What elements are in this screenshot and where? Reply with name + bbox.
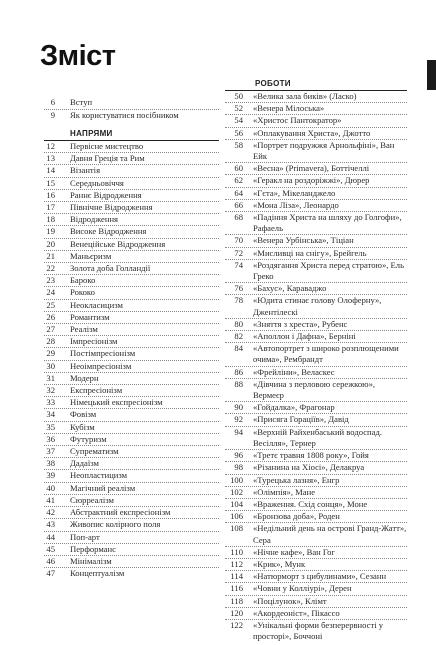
toc-entry[interactable]: [225, 330, 407, 342]
page-number: 33: [46, 397, 55, 408]
page-number: 86: [234, 366, 243, 377]
page-number: 116: [230, 583, 243, 594]
entry-label: «Бронзова доба», Роден: [253, 511, 340, 522]
toc-entry[interactable]: [225, 127, 407, 139]
page-number: 80: [234, 318, 243, 329]
toc-entry[interactable]: [225, 294, 407, 317]
toc-entry[interactable]: [225, 595, 407, 607]
entry-label: «Гойдалка», Фрагонар: [253, 402, 335, 413]
entry-label: «Верхній Райхенбаський водоспад. Весілля», Тернер: [253, 426, 382, 448]
page-number: 41: [46, 494, 55, 505]
page-number: 42: [46, 507, 55, 518]
page-number: 46: [46, 555, 55, 566]
toc-entry[interactable]: [44, 189, 219, 201]
page-number: 68: [234, 212, 243, 223]
entry-label: Постімпресіонізм: [70, 348, 136, 359]
toc-entry[interactable]: [44, 518, 219, 530]
page-number: 39: [46, 470, 55, 481]
toc-entry[interactable]: [225, 498, 407, 510]
movements-list: [44, 141, 219, 579]
page-number: 56: [234, 127, 243, 138]
page-title: Зміст: [40, 40, 116, 72]
entry-label: «Акордеоніст», Пікассо: [253, 607, 340, 618]
toc-entry[interactable]: [44, 372, 219, 384]
entry-label: «Унікальні форми безперервності у просторі», Боччоні: [253, 619, 384, 642]
page-number: 44: [46, 531, 55, 542]
toc-entry[interactable]: [225, 461, 407, 473]
page-number: 40: [46, 482, 55, 493]
entry-label: Північне Відродження: [70, 202, 153, 213]
entry-label: «Третє травня 1808 року», Гойя: [253, 450, 369, 461]
entry-label: «Поцілунок», Клімт: [253, 595, 327, 606]
entry-label: Абстрактний експресіонізм: [70, 507, 171, 518]
toc-entry[interactable]: [44, 299, 219, 311]
entry-label: «Присяга Гораціїв», Давід: [253, 414, 349, 425]
entry-label: «Нічне кафе», Ван Гог: [253, 546, 335, 557]
toc-entry[interactable]: [44, 421, 219, 433]
page-number: 72: [234, 247, 243, 258]
toc-entry[interactable]: [44, 396, 219, 408]
toc-entry[interactable]: [44, 164, 219, 176]
toc-entry[interactable]: [44, 494, 219, 506]
page-number: 62: [234, 175, 243, 186]
entry-label: Мінімалізм: [70, 555, 112, 566]
works-heading: РОБОТИ: [255, 79, 291, 88]
page-number: 74: [234, 259, 243, 270]
toc-entry[interactable]: [44, 225, 219, 237]
page-number: 92: [234, 414, 243, 425]
page-number: 82: [234, 331, 243, 342]
entry-label: Реалізм: [70, 324, 98, 335]
toc-entry[interactable]: [225, 247, 407, 259]
entry-label: «Крик», Мунк: [253, 558, 306, 569]
entry-label: Імпресіонізм: [70, 336, 118, 347]
entry-label: Неопластицизм: [70, 470, 128, 481]
entry-label: Фовізм: [70, 409, 97, 420]
page-number: 35: [46, 421, 55, 432]
page-number: 19: [46, 226, 55, 237]
entry-label: «Роздягання Христа перед стратою», Ель Греко: [253, 259, 405, 282]
toc-entry[interactable]: [44, 457, 219, 469]
toc-entry[interactable]: [225, 558, 407, 570]
toc-entry[interactable]: [44, 323, 219, 335]
entry-label: Магічний реалізм: [70, 482, 136, 493]
page-number: 22: [46, 263, 55, 274]
left-column: [44, 97, 219, 579]
toc-entry[interactable]: [44, 286, 219, 298]
entry-label: Перформанс: [70, 543, 116, 554]
toc-entry[interactable]: [225, 582, 407, 594]
side-bar-marker: [427, 60, 436, 90]
page-number: 60: [234, 163, 243, 174]
page-number: 118: [230, 595, 243, 606]
page-number: 37: [46, 446, 55, 457]
toc-entry[interactable]: [225, 570, 407, 582]
toc-entry[interactable]: [225, 174, 407, 186]
page-number: 54: [234, 115, 243, 126]
entry-label: Супрематизм: [70, 446, 119, 457]
toc-entry[interactable]: [225, 282, 407, 294]
entry-label: Поп-арт: [70, 531, 100, 542]
toc-entry[interactable]: [225, 366, 407, 378]
entry-label: Давня Греція та Рим: [70, 153, 145, 164]
toc-entry[interactable]: [225, 607, 407, 619]
entry-label: «Портрет подружжя Арнольфіні», Ван Ейк: [253, 139, 395, 162]
entry-label: Сюрреалізм: [70, 494, 114, 505]
toc-entry[interactable]: [225, 234, 407, 246]
entry-label: Німецький експресіонізм: [70, 397, 163, 408]
entry-label: «Враження. Схід сонця», Моне: [253, 498, 368, 509]
entry-label: Маньєризм: [70, 250, 112, 261]
entry-label: Дадаїзм: [70, 458, 99, 469]
page-number: 34: [46, 409, 55, 420]
toc-entry[interactable]: [44, 109, 219, 122]
entry-label: «Турецька лазня», Енгр: [253, 474, 340, 485]
entry-label: Неокласицизм: [70, 299, 123, 310]
page-number: 47: [46, 568, 55, 579]
toc-entry[interactable]: [44, 274, 219, 286]
entry-label: Романтизм: [70, 311, 110, 322]
page-number: 26: [46, 311, 55, 322]
entry-label: Середньовіччя: [70, 177, 124, 188]
entry-label: «Геракл на роздоріжжі», Дюрер: [253, 175, 370, 186]
page-number: 112: [230, 558, 243, 569]
page-number: 29: [46, 348, 55, 359]
page-number: 36: [46, 433, 55, 444]
page-number: 98: [234, 462, 243, 473]
entry-label: «Мона Ліза», Леонардо: [253, 199, 339, 210]
page-number: 21: [46, 250, 55, 261]
page-number: 9: [50, 109, 55, 120]
toc-entry[interactable]: [225, 102, 407, 114]
entry-label: Бароко: [70, 275, 96, 286]
page-number: 31: [46, 372, 55, 383]
entry-label: Венеційське Відродження: [70, 238, 166, 249]
page-number: 122: [230, 619, 243, 630]
page-number: 17: [46, 202, 55, 213]
entry-label: Раннє Відродження: [70, 189, 142, 200]
entry-label: «Гєта», Мікеланджело: [253, 187, 336, 198]
entry-label: Візантія: [70, 165, 101, 176]
entry-label: «Фрейліни», Веласкес: [253, 366, 335, 377]
entry-label: «Венера Урбінська», Тіціан: [253, 235, 354, 246]
page-number: 106: [230, 511, 243, 522]
entry-label: «Олімпія», Мане: [253, 486, 316, 497]
entry-label: Живопис колірного поля: [70, 519, 161, 530]
intro-list: [44, 97, 219, 121]
page-number: 94: [234, 426, 243, 437]
toc-entry[interactable]: [225, 546, 407, 558]
page-number: 88: [234, 378, 243, 389]
entry-label: «Недільний день на острові Гранд-Жатт», Сера: [253, 523, 407, 545]
entry-label: «Велика зала биків» (Ласко): [253, 91, 357, 101]
page-number: 6: [50, 97, 55, 107]
entry-label: Як користуватися посібником: [70, 109, 179, 120]
toc-entry[interactable]: [225, 401, 407, 413]
toc-entry[interactable]: [225, 413, 407, 425]
page-number: 16: [46, 189, 55, 200]
toc-entry[interactable]: [225, 378, 407, 401]
page-number: 28: [46, 336, 55, 347]
page-number: 25: [46, 299, 55, 310]
page-number: 70: [234, 235, 243, 246]
toc-entry[interactable]: [44, 177, 219, 189]
page-number: 78: [234, 295, 243, 306]
entry-label: Рококо: [70, 287, 95, 298]
right-column: [225, 79, 407, 642]
toc-entry[interactable]: [44, 555, 219, 567]
movements-heading: НАПРЯМИ: [70, 129, 113, 138]
page-number: 84: [234, 343, 243, 354]
toc-entry[interactable]: [225, 510, 407, 522]
toc-entry[interactable]: [225, 486, 407, 498]
toc-entry[interactable]: [44, 152, 219, 164]
page-number: 20: [46, 238, 55, 249]
toc-entry[interactable]: [225, 211, 407, 234]
toc-entry[interactable]: [44, 408, 219, 420]
works-list: [225, 91, 407, 642]
page-number: 12: [46, 141, 55, 151]
toc-entry[interactable]: [225, 162, 407, 174]
toc-entry[interactable]: [225, 139, 407, 162]
page-number: 30: [46, 360, 55, 371]
page-number: 45: [46, 543, 55, 554]
page-number: 18: [46, 214, 55, 225]
toc-entry[interactable]: [44, 531, 219, 543]
toc-entry[interactable]: [44, 347, 219, 359]
toc-entry[interactable]: [225, 522, 407, 545]
toc-entry[interactable]: [44, 335, 219, 347]
toc-entry[interactable]: [225, 619, 407, 642]
page-number: 58: [234, 139, 243, 150]
entry-label: «Юдита стинає голову Олоферну», Джентілескі: [253, 295, 382, 317]
page-number: 108: [230, 523, 243, 534]
toc-entry[interactable]: [44, 238, 219, 250]
entry-label: Кубізм: [70, 421, 95, 432]
page-number: 14: [46, 165, 55, 176]
toc-entry[interactable]: [225, 114, 407, 126]
entry-label: Концептуалізм: [70, 568, 125, 579]
page-number: 43: [46, 519, 55, 530]
entry-label: «Автопортрет з широко розплющеними очима», Рембрандт: [253, 343, 399, 365]
entry-label: «Різанина на Хіосі», Делакруа: [253, 462, 365, 473]
toc-entry[interactable]: [44, 469, 219, 481]
page-number: 96: [234, 450, 243, 461]
entry-label: «Зняття з хреста», Рубенс: [253, 318, 348, 329]
toc-entry[interactable]: [44, 445, 219, 457]
toc-entry[interactable]: [225, 426, 407, 449]
entry-label: «Венера Мілоська»: [253, 103, 325, 114]
toc-entry[interactable]: [225, 474, 407, 486]
entry-label: Вступ: [70, 97, 93, 107]
entry-label: Золота доба Голландії: [70, 263, 151, 274]
page-number: 27: [46, 324, 55, 335]
toc-entry[interactable]: [225, 259, 407, 282]
entry-label: «Дівчина з перловою сережкою», Вермеєр: [253, 378, 376, 401]
page-number: 24: [46, 287, 55, 298]
toc-entry[interactable]: [44, 433, 219, 445]
toc-entry[interactable]: [44, 360, 219, 372]
toc-entry[interactable]: [44, 482, 219, 494]
page-number: 120: [230, 607, 243, 618]
page-number: 52: [234, 103, 243, 114]
page-number: 15: [46, 177, 55, 188]
entry-label: Футуризм: [70, 433, 107, 444]
page-number: 114: [230, 571, 243, 582]
toc-entry[interactable]: [44, 213, 219, 225]
entry-label: «Бахус», Караваджо: [253, 283, 327, 294]
page-number: 38: [46, 458, 55, 469]
toc-entry[interactable]: [225, 187, 407, 199]
toc-entry[interactable]: [225, 318, 407, 330]
entry-label: «Падіння Христа на шляху до Голгофи», Рафаель: [253, 212, 402, 234]
toc-entry[interactable]: [225, 449, 407, 461]
page-number: 66: [234, 199, 243, 210]
entry-label: «Мисливці на снігу», Брейгель: [253, 247, 367, 258]
entry-label: «Христос Пантократор»: [253, 115, 342, 126]
toc-entry[interactable]: [44, 384, 219, 396]
page-number: 50: [234, 91, 243, 101]
page-number: 13: [46, 153, 55, 164]
toc-entry[interactable]: [225, 342, 407, 365]
entry-label: Первісне мистецтво: [70, 141, 144, 151]
entry-label: Високе Відродження: [70, 226, 147, 237]
page-number: 104: [230, 498, 243, 509]
page-number: 102: [230, 486, 243, 497]
toc-entry[interactable]: [44, 543, 219, 555]
page-number: 23: [46, 275, 55, 286]
page-number: 64: [234, 187, 243, 198]
toc-entry[interactable]: [225, 91, 407, 102]
toc-entry[interactable]: [225, 199, 407, 211]
entry-label: Відродження: [70, 214, 118, 225]
entry-label: «Натюрморт з цибулинами», Сезанн: [253, 571, 387, 582]
toc-entry[interactable]: [44, 97, 219, 109]
entry-label: «Весна» (Primavera), Боттічеллі: [253, 163, 370, 174]
page-number: 32: [46, 385, 55, 396]
page-number: 100: [230, 474, 243, 485]
toc-entry[interactable]: [44, 250, 219, 262]
entry-label: «Аполлон і Дафна», Берніні: [253, 331, 356, 342]
toc-entry[interactable]: [44, 201, 219, 213]
toc-entry[interactable]: [44, 311, 219, 323]
toc-entry[interactable]: [44, 506, 219, 518]
entry-label: «Оплакування Христа», Джотто: [253, 127, 371, 138]
entry-label: Експресіонізм: [70, 385, 123, 396]
page-number: 90: [234, 402, 243, 413]
page-number: 110: [230, 546, 243, 557]
toc-entry[interactable]: [44, 141, 219, 152]
page-number: 76: [234, 283, 243, 294]
entry-label: Неоімпресіонізм: [70, 360, 132, 371]
entry-label: «Човни у Колліурі», Дерен: [253, 583, 352, 594]
entry-label: Модерн: [70, 372, 99, 383]
toc-entry[interactable]: [44, 567, 219, 579]
toc-entry[interactable]: [44, 262, 219, 274]
